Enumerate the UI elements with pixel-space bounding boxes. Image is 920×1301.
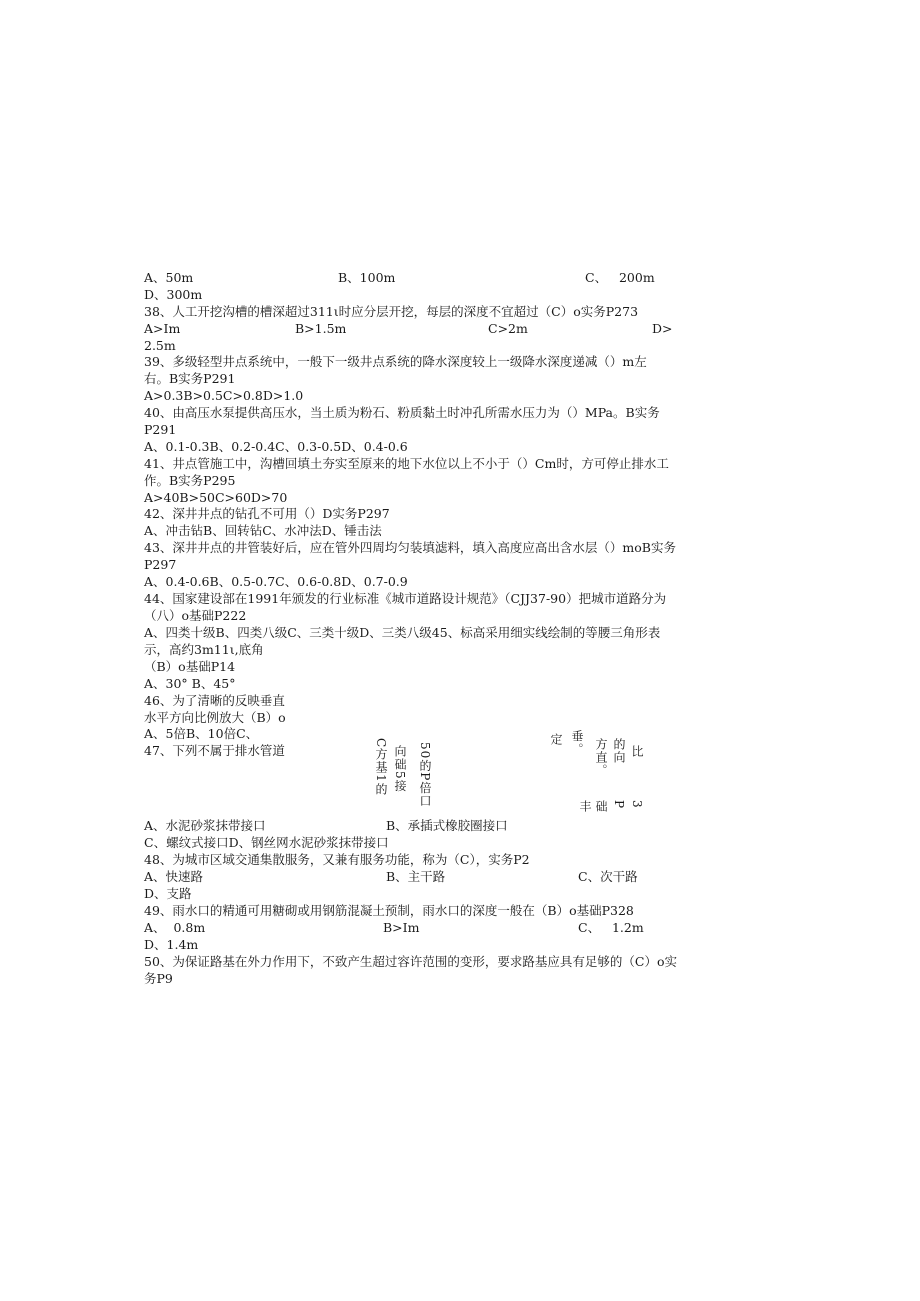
text-line: 务P9 — [144, 971, 173, 986]
text-line: D、1.4m — [144, 937, 199, 952]
vertical-fragment: P — [612, 800, 626, 810]
option-cell: A、50m — [144, 270, 194, 285]
text-line: 49、雨水口的精通可用糖砌或用钢筋混凝土预制，雨水口的深度一般在（B）o基础P328 — [144, 903, 634, 918]
text-line: A、冲击钻B、回转钻C、水冲法D、锤击法 — [144, 523, 382, 538]
text-line: A、快速路 — [144, 869, 204, 884]
vertical-fragment: 方直。 — [594, 738, 608, 777]
option-cell: B、主干路 — [386, 869, 446, 884]
text-line: A、水泥砂浆抹带接口 — [144, 818, 266, 833]
text-line: A、 0.8m — [144, 920, 206, 935]
text-line: A、5倍B、10倍C、 — [144, 726, 259, 741]
text-line: 39、多级轻型井点系统中，一般下一级井点系统的降水深度较上一级降水深度递减（）m左 — [144, 354, 647, 369]
vertical-fragment: 垂。 — [570, 730, 584, 756]
text-line: 50、为保证路基在外力作用下，不致产生超过容许范围的变形，要求路基应具有足够的（C）o实 — [144, 954, 677, 969]
text-line: A、30° B、45° — [144, 676, 236, 691]
vertical-fragment: 比 — [630, 745, 644, 758]
vertical-fragment: 向础5接 — [393, 745, 407, 793]
text-line: 42、深井井点的钻孔不可用（）D实务P297 — [144, 506, 390, 521]
text-line: 46、为了清晰的反映垂直 — [144, 693, 285, 708]
option-cell: C、 1.2m — [578, 920, 644, 935]
text-line: 43、深井井点的井管装好后，应在管外四周均匀装填滤料，填入高度应高出含水层（）moB实务 — [144, 540, 676, 555]
vertical-fragment: 50的P倍口 — [418, 742, 432, 808]
vertical-fragment: 的向 — [612, 738, 626, 764]
text-line: 40、由高压水泵提供高压水，当土质为粉石、粉质黏土时冲孔所需水压力为（）MPa。B实务 — [144, 405, 660, 420]
vertical-fragment: C方基1的 — [374, 738, 388, 796]
text-line: 2.5m — [144, 338, 176, 353]
option-cell: B>Im — [383, 920, 420, 935]
option-cell: B、100m — [338, 270, 396, 285]
option-cell: C、次干路 — [578, 869, 638, 884]
text-line: 41、井点管施工中，沟槽回填土夯实至原来的地下水位以上不小于（）Cm时，方可停止排水工 — [144, 456, 669, 471]
option-cell: B、承插式橡胶圈接口 — [386, 818, 508, 833]
option-cell: A>Im — [144, 321, 181, 336]
text-line: D、支路 — [144, 886, 192, 901]
text-line: 44、国家建设部在1991年颁发的行业标准《城市道路设计规范》（CJJ37-90）把城市道路分为 — [144, 591, 667, 606]
text-line: 右。B实务P291 — [144, 371, 236, 386]
text-line: （八）o基础P222 — [144, 608, 247, 623]
text-line: （B）o基础P14 — [144, 659, 236, 674]
text-line: C、螺纹式接口D、钢丝网水泥砂浆抹带接口 — [144, 835, 389, 850]
text-line: 47、下列不属于排水管道 — [144, 743, 285, 758]
text-line: 水平方向比例放大（B）o — [144, 710, 286, 725]
text-line: 示，高约3m11ι,底角 — [144, 642, 264, 657]
text-line: 作。B实务P295 — [144, 473, 236, 488]
option-cell: C>2m — [488, 321, 528, 336]
vertical-fragment: 3 — [630, 800, 644, 809]
option-cell: C、 200m — [585, 270, 655, 285]
text-line: A>0.3B>0.5C>0.8D>1.0 — [144, 388, 304, 403]
option-cell: D> — [652, 321, 673, 336]
vertical-fragment: 定 — [549, 733, 563, 746]
option-cell: B>1.5m — [295, 321, 347, 336]
text-line: A、四类十级B、四类八级C、三类十级D、三类八级45、标高采用细实线绘制的等腰三角形表 — [144, 625, 661, 640]
text-line: P297 — [144, 557, 177, 572]
vertical-fragment: 础 — [594, 800, 608, 813]
text-line: 38、人工开挖沟槽的槽深超过311ι时应分层开挖，每层的深度不宜超过（C）o实务P273 — [144, 304, 639, 319]
text-line: P291 — [144, 422, 177, 437]
text-line: A、0.4-0.6B、0.5-0.7C、0.6-0.8D、0.7-0.9 — [144, 574, 408, 589]
vertical-fragment: 丰 — [578, 800, 592, 813]
text-line: 48、为城市区域交通集散服务，又兼有服务功能，称为（C），实务P2 — [144, 852, 530, 867]
text-line: D、300m — [144, 287, 203, 302]
text-line: A>40B>50C>60D>70 — [144, 490, 288, 505]
text-line: A、0.1-0.3B、0.2-0.4C、0.3-0.5D、0.4-0.6 — [144, 439, 408, 454]
